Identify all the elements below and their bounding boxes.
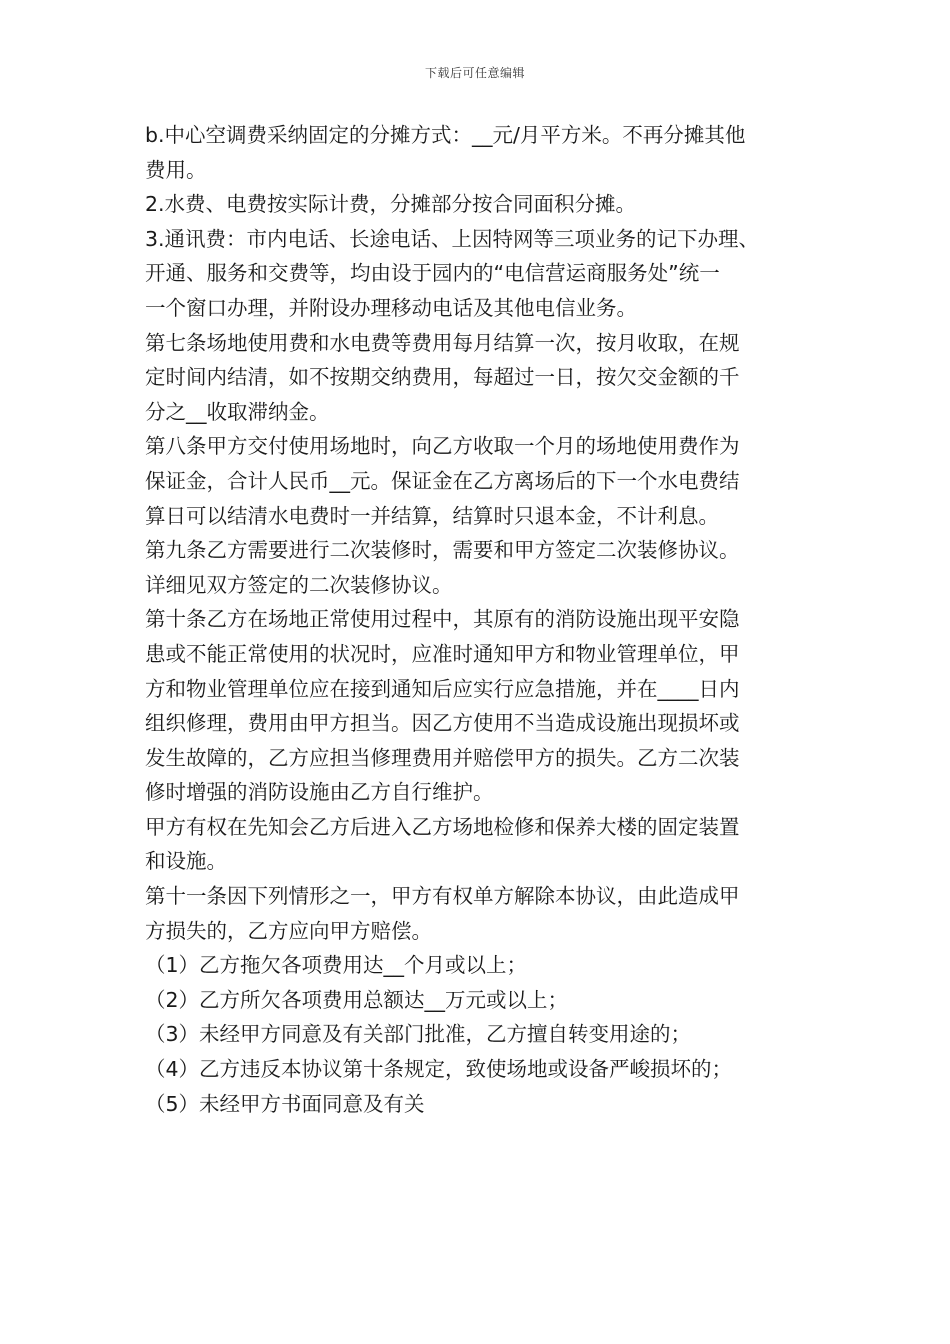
text-line: 保证金，合计人民币__元。保证金在乙方离场后的下一个水电费结	[145, 468, 740, 493]
text-line: （1）乙方拖欠各项费用达__个月或以上；	[145, 953, 528, 978]
text-line: 第八条甲方交付使用场地时，向乙方收取一个月的场地使用费作为	[145, 434, 740, 459]
text-line: 方损失的，乙方应向甲方赔偿。	[145, 918, 432, 943]
document-body	[145, 118, 811, 1121]
text-line: （4）乙方违反本协议第十条规定，致使场地或设备严峻损坏的；	[145, 1057, 733, 1082]
text-line: 定时间内结清，如不按期交纳费用，每超过一日，按欠交金额的千	[145, 365, 740, 390]
text-line: （2）乙方所欠各项费用总额达__万元或以上；	[145, 987, 569, 1012]
text-line: 方和物业管理单位应在接到通知后应实行应急措施，并在____日内	[145, 676, 740, 701]
text-line: 算日可以结清水电费时一并结算，结算时只退本金，不计利息。	[145, 503, 719, 528]
text-line: 患或不能正常使用的状况时，应准时通知甲方和物业管理单位，甲	[145, 641, 740, 666]
text-line: 费用。	[145, 157, 207, 182]
text-line: 修时增强的消防设施由乙方自行维护。	[145, 780, 494, 805]
text-line: 第十一条因下列情形之一，甲方有权单方解除本协议，由此造成甲	[145, 884, 740, 909]
text-line: 2.水费、电费按实际计费，分摊部分按合同面积分摊。	[145, 192, 637, 217]
text-line: 详细见双方签定的二次装修协议。	[145, 572, 453, 597]
text-line: 组织修理，费用由甲方担当。因乙方使用不当造成设施出现损坏或	[145, 711, 740, 736]
text-line: 3.通讯费：市内电话、长途电话、上因特网等三项业务的记下办理、	[145, 226, 760, 251]
text-line: b.中心空调费采纳固定的分摊方式：__元/月平方米。不再分摊其他	[145, 123, 746, 147]
page-header: 下载后可任意编辑	[424, 66, 525, 80]
text-line: 发生故障的，乙方应担当修理费用并赔偿甲方的损失。乙方二次装	[145, 745, 740, 770]
text-line: 第九条乙方需要进行二次装修时，需要和甲方签定二次装修协议。	[145, 538, 740, 563]
text-line: 第七条场地使用费和水电费等费用每月结算一次，按月收取，在规	[145, 330, 740, 355]
text-line: （3）未经甲方同意及有关部门批准，乙方擅自转变用途的；	[145, 1022, 692, 1047]
text-line: 一个窗口办理，并附设办理移动电话及其他电信业务。	[145, 295, 637, 320]
text-line: 分之__收取滞纳金。	[145, 399, 330, 424]
text-line: 甲方有权在先知会乙方后进入乙方场地检修和保养大楼的固定装置	[145, 814, 740, 839]
text-line: 第十条乙方在场地正常使用过程中，其原有的消防设施出现平安隐	[145, 607, 740, 632]
text-line: （5）未经甲方书面同意及有关	[145, 1091, 425, 1116]
text-line: 开通、服务和交费等，均由设于园内的“电信营运商服务处”统一	[145, 261, 720, 286]
text-line: 和设施。	[145, 849, 227, 874]
